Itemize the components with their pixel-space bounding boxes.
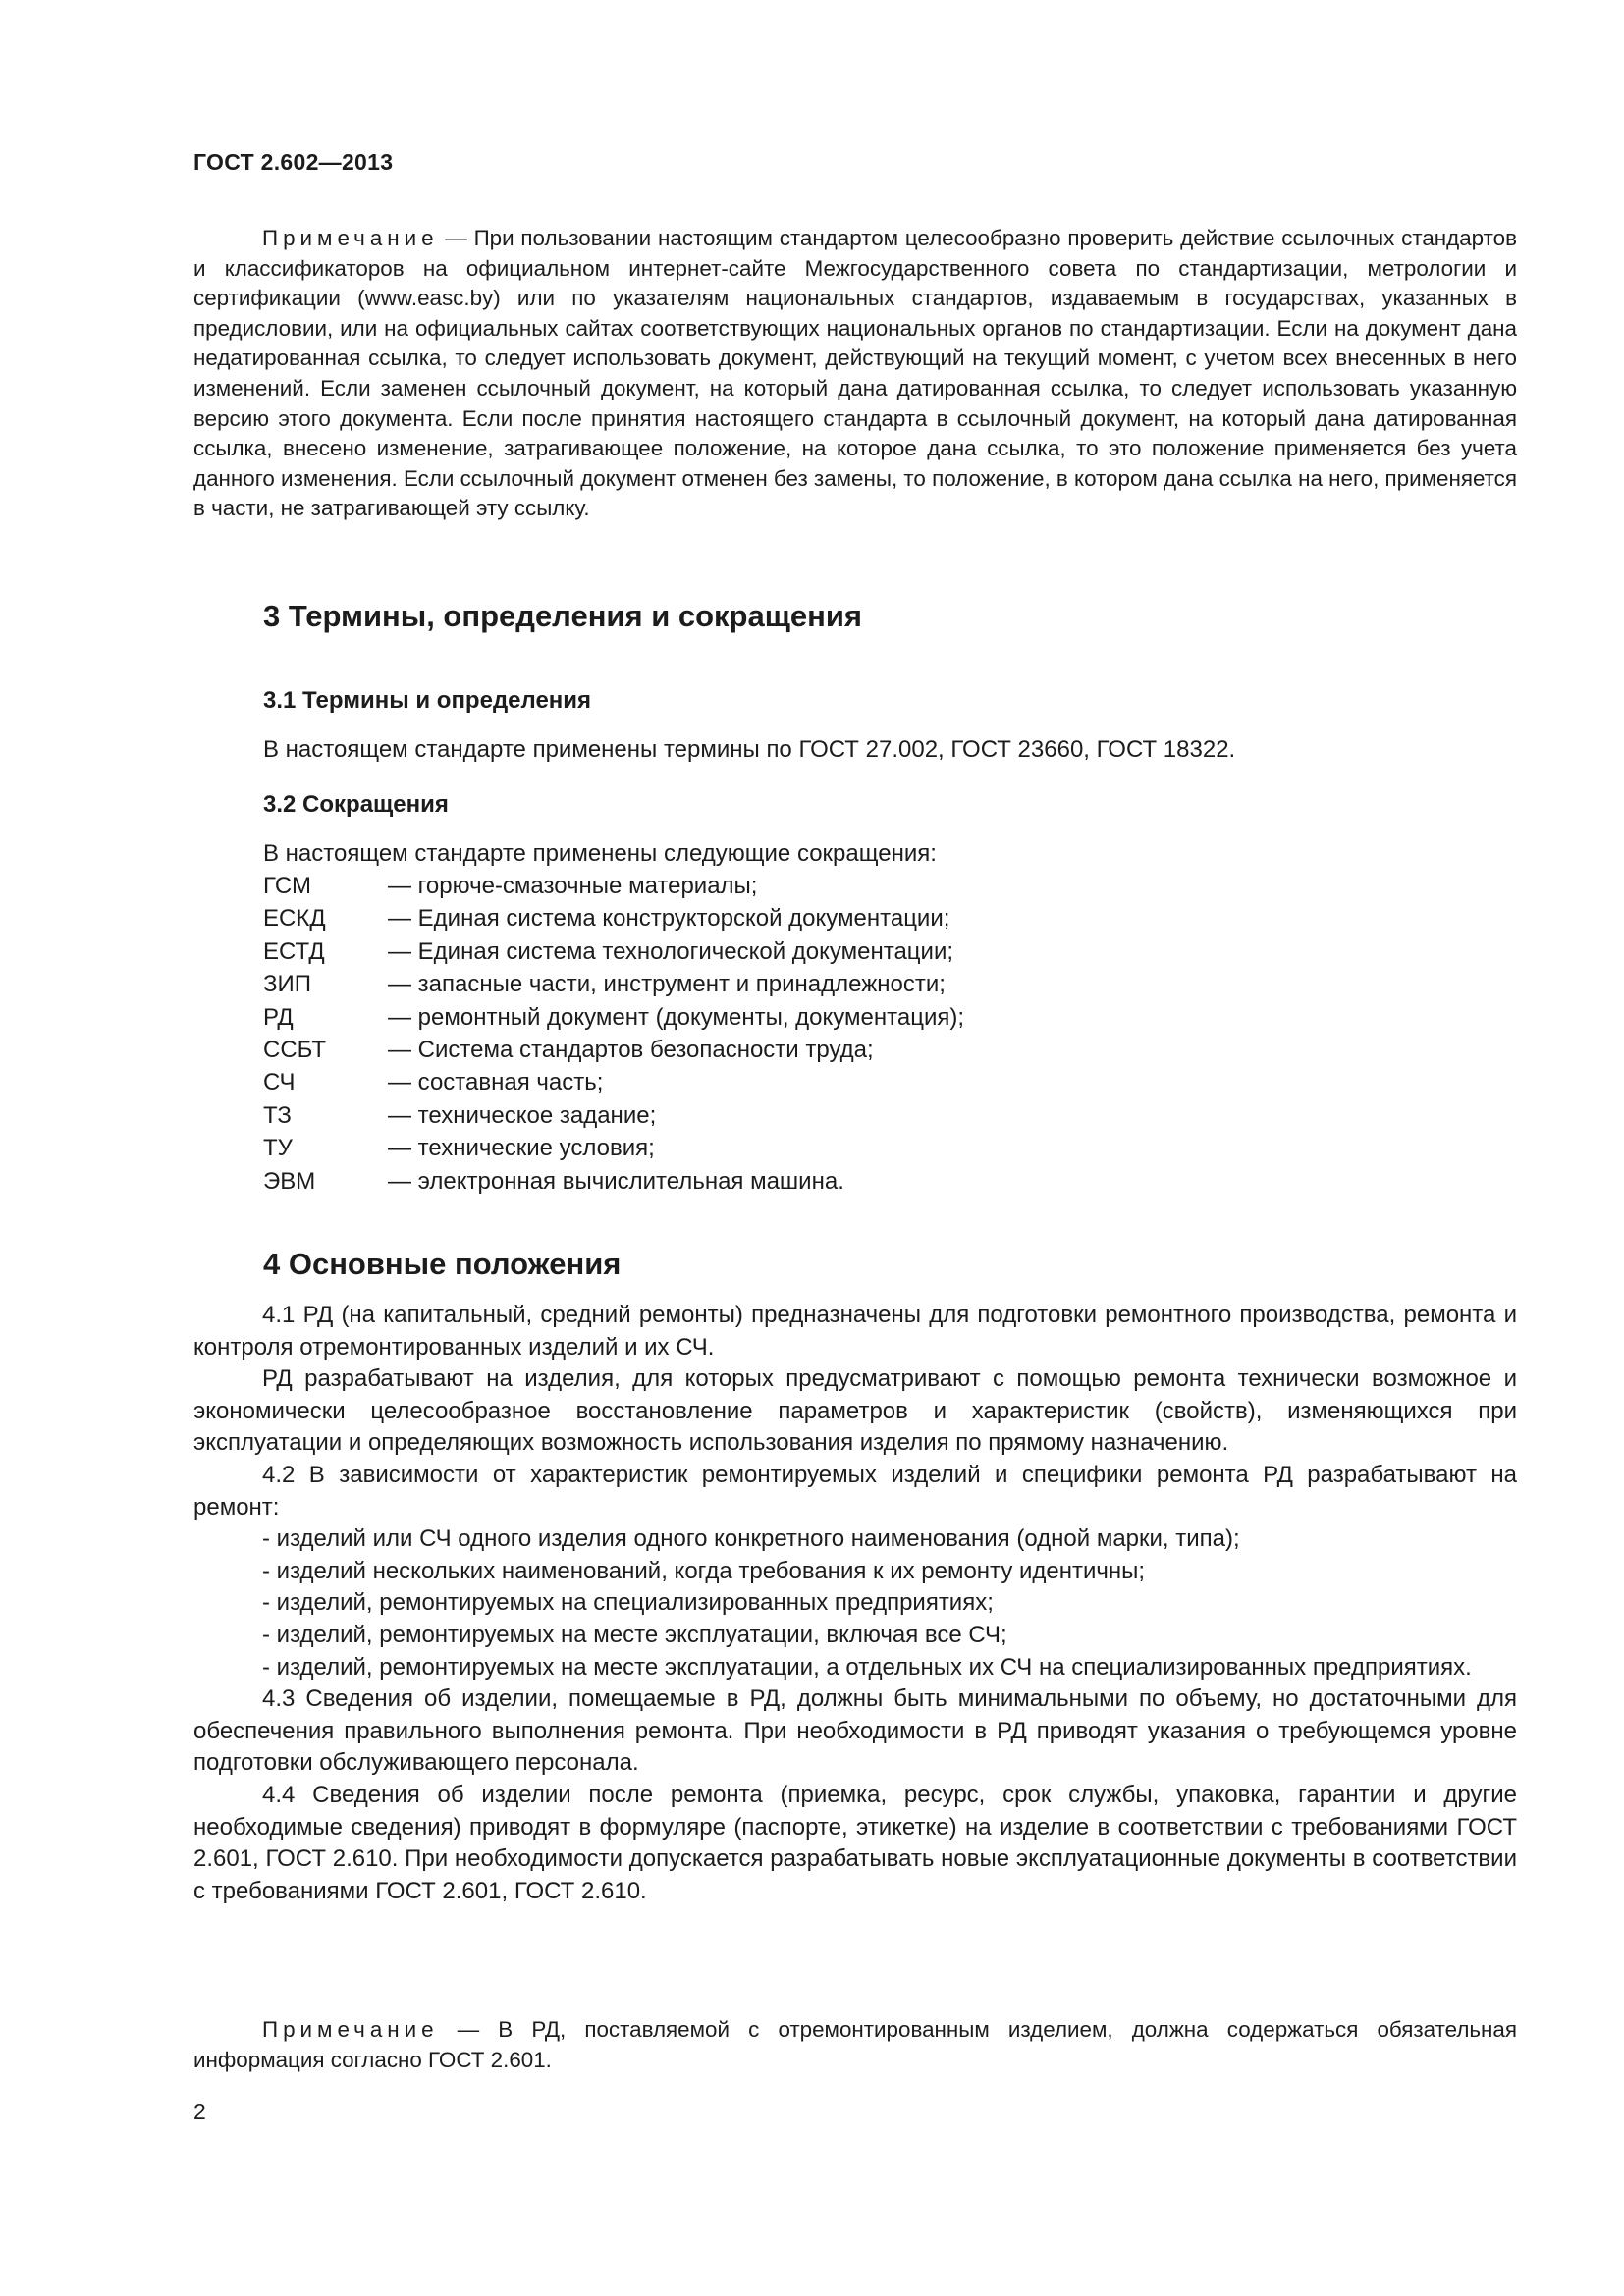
abbreviation-definition: — горюче-смазочные материалы;: [388, 873, 758, 899]
abbreviation-code: ЕСТД: [263, 937, 325, 965]
abbreviation-definition: — техническое задание;: [388, 1101, 657, 1129]
abbreviation-code: ЗИП: [263, 971, 311, 998]
paragraph-4-1: 4.1 РД (на капитальный, средний ремонты) предназначены для подготовки ремонтного производства, ремонта и контроля отремонтированных изделий и их СЧ.: [193, 1302, 1517, 1361]
section-3-heading: 3 Термины, определения и сокращения: [263, 599, 862, 633]
subsection-3-1-heading: 3.1 Термины и определения: [263, 687, 592, 714]
paragraph-4-4: 4.4 Сведения об изделии после ремонта (приемка, ресурс, срок службы, упаковка, гарантии и другие необходимые сведения) приводят в формуляре (паспорте, этикетке) на изделие в соответствии с требованиями ГОСТ 2.601, ГОСТ 2.610. При необходимости допускается разрабатывать новые эксплуатационные документы в соответствии с требованиями ГОСТ 2.601, ГОСТ 2.610.: [193, 1781, 1517, 1904]
abbreviation-code: ТЗ: [263, 1101, 292, 1129]
list-item: - изделий или СЧ одного изделия одного конкретного наименования (одной марки, типа);: [262, 1525, 1240, 1553]
abbreviation-row: [263, 1132, 964, 1164]
reference-note: [193, 224, 1517, 524]
section-4-body: [193, 1300, 1517, 1907]
abbreviation-code: ТУ: [263, 1135, 293, 1162]
abbreviation-definition: — электронная вычислительная машина.: [388, 1167, 844, 1195]
note-label: Примечание: [262, 226, 439, 250]
terms-paragraph: В настоящем стандарте применены термины по ГОСТ 27.002, ГОСТ 23660, ГОСТ 18322.: [263, 736, 1236, 763]
abbreviation-code: СЧ: [263, 1069, 296, 1096]
abbreviation-row: [263, 1034, 964, 1066]
abbreviation-definition: — Единая система технологической документации;: [388, 937, 954, 965]
paragraph-4-3: 4.3 Сведения об изделии, помещаемые в РД, должны быть минимальными по объему, но достаточными для обеспечения правильного выполнения ремонта. При необходимости в РД приводят указания о требующемся уровне подготовки обслуживающего персонала.: [193, 1685, 1517, 1777]
abbreviation-row: [263, 968, 964, 1000]
paragraph-4-2: 4.2 В зависимости от характеристик ремонтируемых изделий и специфики ремонта РД разрабатывают на ремонт:: [193, 1461, 1517, 1521]
note-text: — При пользовании настоящим стандартом целесообразно проверить действие ссылочных стандартов и классификаторов на официальном интернет-сайте Межгосударственного совета по стандартизации, метрологии и сертификации (www.easc.by) или по указателям национальных стандартов, издаваемым в государствах, указанных в предисловии, или на официальных сайтах соответствующих национальных органов по стандартизации. Если на документ дана недатированная ссылка, то следует использовать документ, действующий на текущий момент, с учетом всех внесенных в него изменений. Если заменен ссылочный документ, на который дана датированная ссылка, то следует использовать указанную версию этого документа. Если после принятия настоящего стандарта в ссылочный документ, на который дана датированная ссылка, внесено изменение, затрагивающее положение, на которое дана ссылка, то это положение применяется без учета данного изменения. Если ссылочный документ отменен без замены, то положение, в котором дана ссылка на него, применяется в части, не затрагивающей эту ссылку.: [193, 226, 1517, 521]
abbreviation-row: [263, 935, 964, 968]
abbreviation-code: ССБТ: [263, 1037, 326, 1064]
abbreviation-definition: — Единая система конструкторской документации;: [388, 905, 950, 933]
final-note: [193, 2015, 1517, 2075]
abbreviation-definition: — Система стандартов безопасности труда;: [388, 1037, 874, 1064]
note-label: Примечание: [262, 2017, 439, 2042]
abbreviation-definition: — технические условия;: [388, 1135, 655, 1162]
abbreviation-row: [263, 902, 964, 934]
list-item: - изделий нескольких наименований, когда требования к их ремонту идентичны;: [262, 1557, 1146, 1584]
page-number: 2: [193, 2099, 206, 2124]
section-4-heading: 4 Основные положения: [263, 1247, 622, 1281]
list-item: - изделий, ремонтируемых на специализированных предприятиях;: [262, 1589, 994, 1617]
note-text: — В РД, поставляемой с отремонтированным изделием, должна содержаться обязательная информация согласно ГОСТ 2.601.: [193, 2017, 1517, 2072]
abbreviation-row: [263, 870, 964, 902]
abbreviation-code: ЕСКД: [263, 905, 326, 933]
abbreviations-intro: В настоящем стандарте применены следующие сокращения:: [263, 840, 937, 867]
list-item: - изделий, ремонтируемых на месте эксплуатации, а отдельных их СЧ на специализированных предприятиях.: [262, 1653, 1472, 1681]
document-header: ГОСТ 2.602—2013: [193, 149, 394, 175]
abbreviation-definition: — запасные части, инструмент и принадлежности;: [388, 971, 946, 998]
list-item: - изделий, ремонтируемых на месте эксплуатации, включая все СЧ;: [262, 1621, 1007, 1648]
subsection-3-2-heading: 3.2 Сокращения: [263, 791, 449, 818]
abbreviation-row: [263, 1099, 964, 1132]
abbreviation-row: [263, 1066, 964, 1098]
abbreviation-definition: — ремонтный документ (документы, документация);: [388, 1003, 965, 1031]
abbreviations-list: [263, 870, 964, 1198]
abbreviation-code: ГСМ: [263, 873, 311, 899]
abbreviation-row: [263, 1165, 964, 1198]
paragraph-4-1-continued: РД разрабатывают на изделия, для которых предусматривают с помощью ремонта технически возможное и экономически целесообразное восстановление параметров и характеристик (свойств), изменяющихся при эксплуатации и определяющих возможность использования изделия по прямому назначению.: [193, 1365, 1517, 1457]
abbreviation-code: ЭВМ: [263, 1167, 316, 1195]
abbreviation-code: РД: [263, 1003, 294, 1031]
abbreviation-row: [263, 1001, 964, 1034]
abbreviation-definition: — составная часть;: [388, 1069, 604, 1096]
